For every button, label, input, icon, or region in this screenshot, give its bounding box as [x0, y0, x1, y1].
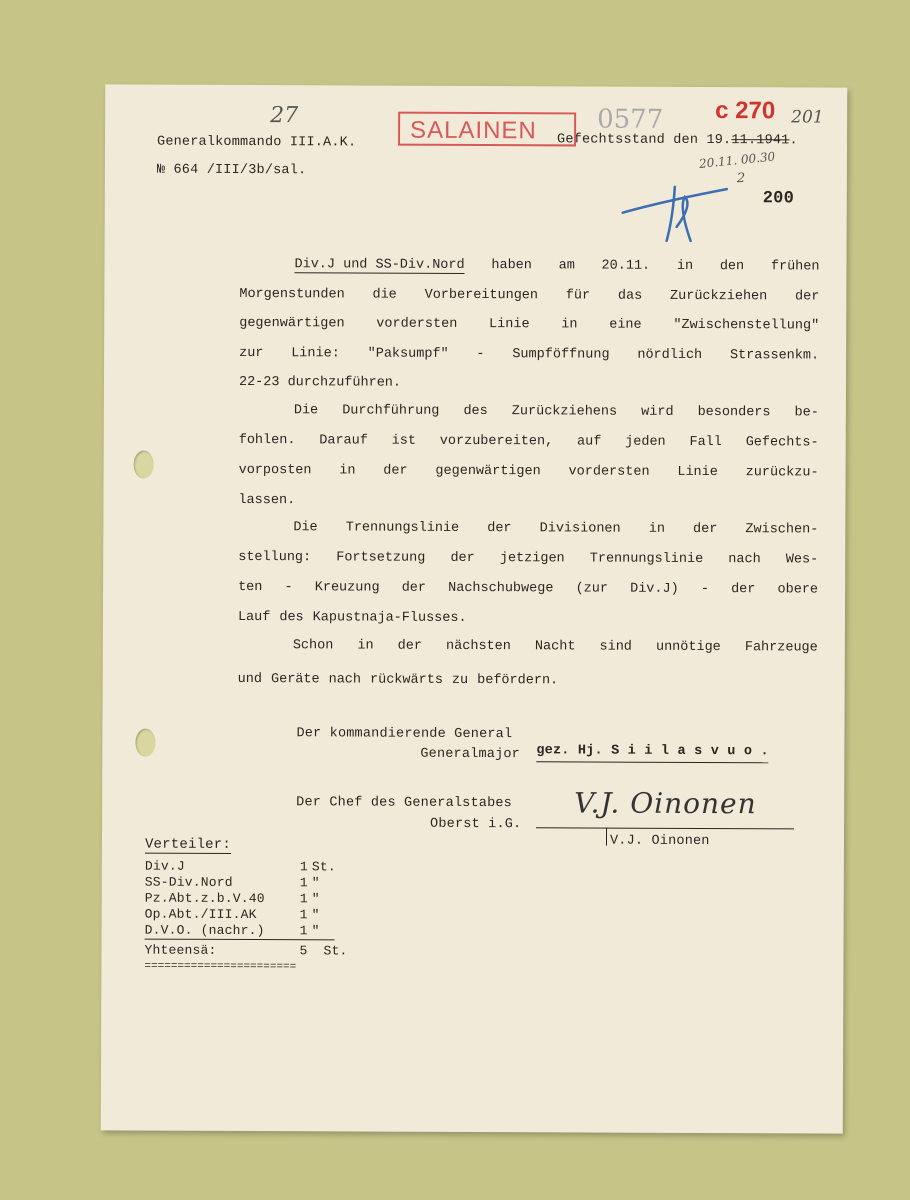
distribution-qty: 1 [299, 891, 308, 907]
distribution-heading: Verteiler: [144, 836, 232, 853]
body-word: der [383, 463, 408, 479]
body-word: Die [293, 520, 318, 536]
distribution-unit: " [311, 923, 320, 939]
chief-title: Der Chef des Generalstabes [296, 795, 513, 812]
signature-bracket [606, 828, 607, 846]
body-word: die [372, 287, 397, 303]
body-word: besonders [697, 404, 771, 421]
body-line [238, 550, 818, 568]
body-word: eine [609, 317, 642, 333]
body-word: jetzigen [499, 551, 565, 567]
body-word: lassen. [238, 492, 296, 509]
body-word: Div.J und SS-Div.Nord [294, 257, 465, 273]
body-word: Fahrzeuge [744, 640, 818, 656]
body-word: (zur [575, 581, 609, 597]
body-word: vordersten [376, 316, 458, 332]
body-word: der [450, 550, 475, 567]
date-prefix: Gefechtsstand den 19. [557, 132, 732, 149]
body-word: haben [491, 258, 532, 274]
body-word: in [561, 317, 578, 333]
body-word: der [692, 521, 718, 538]
body-line [239, 433, 819, 451]
page-number: 200 [762, 189, 795, 209]
distribution-unit: " [311, 907, 320, 923]
body-word: des [279, 610, 304, 626]
body-word: befördern. [477, 673, 559, 689]
body-word: der [401, 580, 427, 596]
chief-rank: Oberst i.G. [430, 816, 522, 833]
body-word: Morgenstunden [239, 286, 345, 302]
body-line [239, 463, 819, 481]
body-line [239, 375, 401, 391]
body-word: Linie [489, 317, 530, 333]
document-page [101, 84, 848, 1133]
body-word: der [487, 521, 512, 537]
reference-number: № 664 /III/3b/sal. [156, 162, 307, 179]
body-word: nach [728, 552, 761, 568]
date-struck: 11.1941 [731, 133, 790, 149]
body-word: in [357, 638, 374, 654]
office-line: Generalkommando III.A.K. [157, 134, 357, 151]
body-word: Nachschubwege [448, 580, 554, 597]
date-note: 20.11. 00.30 [698, 149, 776, 171]
body-word: Trennungslinie [589, 551, 704, 567]
body-word: Schon [292, 638, 334, 654]
punch-hole-top [134, 451, 154, 479]
body-word: vordersten [568, 464, 650, 480]
body-word: "Zwischenstellung" [673, 317, 820, 334]
body-word: zu [451, 672, 469, 688]
small-number: 2 [736, 171, 746, 187]
body-word: zurückzu- [745, 465, 819, 481]
body-word: gegenwärtigen [435, 463, 541, 480]
body-word: fohlen. [238, 432, 296, 449]
body-word: in [676, 258, 694, 274]
body-word: Darauf [319, 433, 368, 449]
body-word: Trennungslinie [345, 520, 460, 536]
body-word: ten [238, 579, 263, 596]
body-word: Nacht [534, 639, 576, 655]
body-word: - [476, 346, 485, 362]
body-line [239, 316, 819, 334]
body-line [238, 580, 818, 598]
general-title: Der kommandierende General [296, 726, 513, 743]
total-unit: St. [323, 943, 348, 959]
handwritten-top-left: 27 [270, 103, 299, 129]
distribution-qty: 1 [299, 923, 308, 939]
double-rule: ======================= [144, 960, 297, 974]
distribution-recipient: Pz.Abt.z.b.V.40 [144, 890, 265, 907]
general-name: gez. Hj. S i i l a s v u o . [536, 743, 769, 763]
body-word: nach [328, 672, 362, 688]
body-word: Wes- [785, 552, 819, 568]
body-line [293, 520, 818, 537]
body-word: "Paksumpf" [367, 346, 449, 362]
body-word: Linie: [291, 345, 340, 361]
body-word: Lauf [237, 609, 271, 626]
body-line [238, 610, 467, 626]
body-line [239, 345, 819, 363]
distribution-qty: 1 [299, 907, 308, 923]
body-word: vorposten [238, 462, 312, 479]
total-qty: 5 [299, 943, 308, 959]
body-word: Zurückziehens [511, 404, 618, 420]
body-word: unnötige [655, 639, 721, 656]
distribution-recipient: D.V.O. (nachr.) [144, 922, 265, 939]
body-word: Gefechts- [745, 435, 819, 451]
date-suffix: . [789, 133, 798, 149]
distribution-unit: St. [311, 859, 336, 875]
distribution-underline [145, 939, 335, 941]
distribution-qty: 1 [299, 875, 308, 891]
body-word: am [558, 258, 575, 274]
body-word: Zwischen- [745, 522, 819, 538]
body-word: des [463, 403, 488, 420]
body-word: - [284, 580, 293, 596]
body-word: in [648, 521, 665, 537]
body-word: gegenwärtigen [239, 315, 345, 332]
archive-number: 0577 [597, 104, 664, 135]
body-word: Vorbereitungen [424, 287, 539, 303]
body-word: nächsten [446, 638, 511, 655]
blue-pencil-mark [615, 167, 735, 248]
body-word: Durchführung [342, 403, 440, 419]
body-word: sind [599, 639, 632, 655]
body-word: Kreuzung [314, 580, 380, 596]
total-label: Yhteensä: [144, 942, 217, 958]
body-line [239, 286, 819, 304]
body-word: für [565, 287, 591, 304]
body-word: der [731, 582, 756, 598]
body-word: und [237, 671, 263, 688]
body-word: ist [391, 433, 417, 449]
chief-signature: V.J. Oinonen [574, 786, 757, 821]
body-word: in [339, 463, 356, 479]
red-code: c 270 [715, 97, 776, 125]
body-word: Strassenkm. [729, 347, 820, 364]
distribution-recipient: SS-Div.Nord [144, 874, 233, 890]
body-word: rückwärts [369, 672, 443, 688]
body-word: der [397, 638, 423, 654]
distribution-unit: " [311, 891, 320, 907]
body-word: vorzubereiten, [439, 433, 554, 450]
body-word: Div.J) [630, 581, 679, 597]
distribution-recipient: Op.Abt./III.AK [144, 906, 257, 923]
distribution-recipient: Div.J [144, 858, 185, 874]
body-word: be- [794, 405, 819, 421]
secret-stamp: SALAINEN [398, 112, 576, 147]
punch-hole-bottom [135, 729, 155, 757]
body-word: Zurückziehen [670, 288, 768, 304]
body-word: der [795, 288, 820, 305]
body-word: - [700, 581, 709, 598]
body-word: zur [239, 345, 264, 361]
body-line [238, 672, 559, 688]
body-word: Sumpföffnung [512, 346, 610, 363]
distribution-unit: " [311, 875, 320, 891]
body-word: 20.11. [601, 258, 651, 274]
body-word: auf [577, 434, 602, 450]
body-word: Fall [689, 434, 722, 451]
body-line [238, 493, 295, 508]
body-word: Fortsetzung [336, 550, 426, 566]
chief-typed-name: V.J. Oinonen [609, 833, 710, 850]
signature-line [536, 827, 794, 829]
location-date [557, 132, 798, 148]
body-word: obere [777, 582, 819, 598]
body-word: den [719, 259, 745, 275]
body-line [294, 257, 819, 275]
body-word: Kapustnaja-Flusses. [312, 610, 467, 626]
body-word: wird [641, 404, 674, 420]
body-word: Linie [677, 464, 718, 481]
body-word: nördlich [637, 347, 703, 363]
body-word: Die [293, 403, 319, 419]
body-line [294, 403, 819, 420]
body-word: Geräte [270, 672, 320, 688]
body-word: frühen [770, 259, 820, 275]
body-word: stellung: [238, 549, 312, 566]
corner-number: 201 [791, 107, 824, 128]
body-word: jeden [625, 434, 666, 450]
body-word: 22-23 durchzuführen. [238, 374, 402, 391]
body-line [293, 638, 818, 655]
body-word: Divisionen [539, 521, 621, 537]
distribution-qty: 1 [299, 859, 308, 875]
body-word: das [617, 288, 643, 304]
general-rank: Generalmajor [420, 746, 521, 763]
